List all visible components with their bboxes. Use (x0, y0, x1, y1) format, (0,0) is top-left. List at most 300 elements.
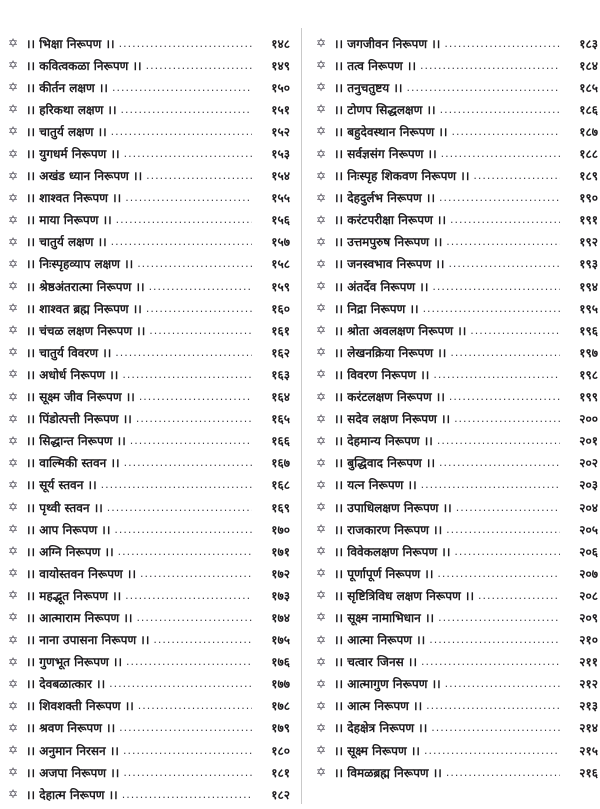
dot-leader (123, 766, 252, 779)
page-number: १७८ (271, 699, 290, 714)
toc-entry (6, 496, 290, 518)
dot-leader (119, 37, 252, 50)
page-number: १६० (271, 301, 290, 316)
dot-leader (111, 235, 252, 248)
page-number: २११ (579, 655, 598, 670)
page-number: १८६ (579, 102, 598, 117)
page-number: २०३ (579, 478, 598, 493)
page-number: १५६ (271, 213, 290, 228)
star-icon: ✡ (315, 720, 327, 735)
page-number: १५५ (271, 191, 290, 206)
page-number: १९१ (579, 213, 598, 228)
toc-entry (314, 231, 598, 253)
page-number: १५१ (271, 102, 290, 117)
dot-leader (153, 633, 252, 646)
page-number: १४९ (271, 58, 290, 73)
star-icon: ✡ (315, 433, 327, 448)
dot-leader (437, 434, 560, 447)
star-icon: ✡ (7, 477, 19, 492)
entry-title: ।। हरिकथा लक्षण ।। (26, 102, 117, 117)
star-icon: ✡ (315, 234, 327, 249)
entry-title: ।। सर्वज्ञसंग निरूपण ।। (334, 147, 437, 162)
dot-leader (146, 169, 252, 182)
dot-leader (125, 589, 252, 602)
toc-entry (314, 142, 598, 164)
dot-leader (116, 213, 252, 226)
dot-leader (423, 302, 560, 315)
star-icon: ✡ (7, 190, 19, 205)
page-number: १६४ (271, 390, 290, 405)
entry-title: ।। पृथ्वी स्तवन ।। (26, 500, 103, 515)
star-icon: ✡ (7, 765, 19, 780)
page-number: २०४ (579, 500, 598, 515)
dot-leader (446, 523, 560, 536)
toc-entry (6, 783, 290, 805)
entry-title: ।। जगजीवन निरूपण ।। (334, 36, 441, 51)
entry-title: ।। कवित्वकळा निरूपण ।। (26, 58, 142, 73)
entry-title: ।। सूर्य स्तवन ।। (26, 478, 97, 493)
star-icon: ✡ (7, 544, 19, 559)
toc-entry (6, 629, 290, 651)
page-number: २०८ (579, 588, 598, 603)
entry-title: ।। आत्मागुण निरूपण ।। (334, 677, 441, 692)
entry-title: ।। सूक्ष्म निरूपण ।। (334, 743, 420, 758)
toc-entry (6, 430, 290, 452)
dot-leader (444, 37, 560, 50)
dot-leader (421, 478, 560, 491)
page-number: १९४ (579, 279, 598, 294)
star-icon: ✡ (315, 323, 327, 338)
toc-entry (6, 518, 290, 540)
toc-entry (6, 651, 290, 673)
star-icon: ✡ (7, 36, 19, 51)
page-number: १५४ (271, 169, 290, 184)
star-icon: ✡ (315, 146, 327, 161)
page-number: १७२ (271, 566, 290, 581)
star-icon: ✡ (315, 124, 327, 139)
entry-title: ।। अखंड ध्यान निरूपण ।। (26, 169, 143, 184)
star-icon: ✡ (315, 566, 327, 581)
page-number: १८५ (579, 80, 598, 95)
star-icon: ✡ (7, 433, 19, 448)
star-icon: ✡ (315, 632, 327, 647)
page-number: १६८ (271, 478, 290, 493)
page-number: १७६ (271, 655, 290, 670)
dot-leader (473, 169, 560, 182)
toc-entry (314, 584, 598, 606)
entry-title: ।। अंतर्देव निरूपण ।। (334, 279, 429, 294)
toc-entry (314, 695, 598, 717)
toc-entry (314, 297, 598, 319)
toc-entry (314, 76, 598, 98)
star-icon: ✡ (315, 80, 327, 95)
star-icon: ✡ (315, 301, 327, 316)
toc-entry (314, 452, 598, 474)
page-number: १७४ (271, 610, 290, 625)
entry-title: ।। माया निरूपण ।। (26, 213, 112, 228)
page-number: १९३ (579, 257, 598, 272)
star-icon: ✡ (7, 522, 19, 537)
star-icon: ✡ (315, 168, 327, 183)
star-icon: ✡ (315, 212, 327, 227)
star-icon: ✡ (7, 500, 19, 515)
page-number: २१४ (579, 721, 598, 736)
toc-entry (314, 363, 598, 385)
page-number: १५० (271, 80, 290, 95)
toc-entry (314, 165, 598, 187)
entry-title: ।। तनुचतुष्टय ।। (334, 80, 403, 95)
toc-entry (6, 341, 290, 363)
page-number: १४८ (271, 36, 290, 51)
toc-entry (6, 231, 290, 253)
star-icon: ✡ (315, 279, 327, 294)
page-number: १९६ (579, 323, 598, 338)
star-icon: ✡ (315, 367, 327, 382)
toc-entry (6, 606, 290, 628)
dot-leader (449, 390, 560, 403)
page-number: १९८ (579, 367, 598, 382)
column-divider (301, 28, 302, 804)
dot-leader (448, 257, 560, 270)
dot-leader (107, 501, 252, 514)
dot-leader (450, 346, 560, 359)
star-icon: ✡ (7, 610, 19, 625)
entry-title: ।। देवबळात्कार ।। (26, 677, 106, 692)
toc-entry (6, 452, 290, 474)
entry-title: ।। आत्मा निरूपण ।। (334, 633, 426, 648)
page-number: १६७ (271, 456, 290, 471)
dot-leader (137, 257, 252, 270)
entry-title: ।। अग्नि निरूपण ।। (26, 544, 114, 559)
entry-title: ।। देहात्म निरूपण ।। (26, 787, 118, 802)
entry-title: ।। राजकारण निरूपण ।। (334, 522, 443, 537)
entry-title: ।। भिक्षा निरूपण ।। (26, 36, 115, 51)
star-icon: ✡ (7, 676, 19, 691)
right-column (314, 32, 598, 783)
page-number: १५७ (271, 235, 290, 250)
page-number: १६३ (271, 367, 290, 382)
page-number: १७० (271, 522, 290, 537)
entry-title: ।। देहक्षेत्र निरूपण ।। (334, 721, 428, 736)
page-number: २०९ (579, 610, 598, 625)
star-icon: ✡ (7, 720, 19, 735)
entry-title: ।। आप निरूपण ।। (26, 522, 111, 537)
toc-entry (6, 386, 290, 408)
dot-leader (439, 456, 560, 469)
dot-leader (478, 589, 560, 602)
dot-leader (438, 611, 560, 624)
toc-entry (6, 165, 290, 187)
dot-leader (470, 324, 560, 337)
toc-entry (6, 209, 290, 231)
toc-entry (314, 430, 598, 452)
page-number: २१२ (579, 677, 598, 692)
entry-title: ।। करंटलक्षण निरूपण ।। (334, 390, 445, 405)
page-number: २१५ (579, 743, 598, 758)
toc-entry (6, 363, 290, 385)
toc-entry (6, 142, 290, 164)
page-number: १८२ (271, 787, 290, 802)
toc-entry (314, 518, 598, 540)
page-number: १६१ (271, 323, 290, 338)
dot-leader (111, 125, 252, 138)
dot-leader (136, 611, 252, 624)
entry-title: ।। बुद्धिवाद निरूपण ।। (334, 456, 436, 471)
entry-title: ।। चातुर्य विवरण ।। (26, 345, 112, 360)
star-icon: ✡ (7, 279, 19, 294)
star-icon: ✡ (7, 566, 19, 581)
toc-entry (314, 98, 598, 120)
star-icon: ✡ (7, 234, 19, 249)
star-icon: ✡ (315, 345, 327, 360)
dot-leader (139, 390, 252, 403)
toc-entry (314, 562, 598, 584)
toc-entry (6, 275, 290, 297)
page-number: १७१ (271, 544, 290, 559)
entry-title: ।। लेखनक्रिया निरूपण ।। (334, 345, 447, 360)
star-icon: ✡ (7, 168, 19, 183)
page-number: १५९ (271, 279, 290, 294)
toc-entry (314, 341, 598, 363)
entry-title: ।। तत्व निरूपण ।। (334, 58, 417, 73)
entry-title: ।। यत्न निरूपण ।। (334, 478, 417, 493)
dot-leader (451, 125, 560, 138)
toc-entry (314, 54, 598, 76)
entry-title: ।। विवरण निरूपण ।। (334, 367, 430, 382)
entry-title: ।। सूक्ष्म जीव निरूपण ।। (26, 390, 135, 405)
entry-title: ।। वाल्मिकी स्तवन ।। (26, 456, 120, 471)
toc-entry (314, 187, 598, 209)
page-number: १६६ (271, 434, 290, 449)
dot-leader (440, 103, 560, 116)
star-icon: ✡ (315, 256, 327, 271)
star-icon: ✡ (7, 588, 19, 603)
dot-leader (456, 501, 560, 514)
page-number: १८७ (579, 124, 598, 139)
entry-title: ।। उपाधिलक्षण निरूपण ।। (334, 500, 452, 515)
entry-title: ।। सिद्धान्त निरूपण ।। (26, 434, 126, 449)
dot-leader (126, 655, 252, 668)
toc-entry (314, 32, 598, 54)
entry-title: ।। विवेकलक्षण निरूपण ।। (334, 544, 451, 559)
entry-title: ।। चातुर्य लक्षण ।। (26, 235, 107, 250)
star-icon: ✡ (7, 345, 19, 360)
dot-leader (450, 213, 560, 226)
dot-leader (140, 567, 252, 580)
toc-entry (6, 584, 290, 606)
star-icon: ✡ (315, 743, 327, 758)
entry-title: ।। श्रवण निरूपण ।। (26, 721, 116, 736)
entry-title: ।। जनस्वभाव निरूपण ।। (334, 257, 445, 272)
toc-entry (314, 408, 598, 430)
star-icon: ✡ (7, 411, 19, 426)
entry-title: ।। अनुमान निरसन ।। (26, 743, 119, 758)
entry-title: ।। चातुर्य लक्षण ।। (26, 124, 107, 139)
entry-title: ।। कीर्तन लक्षण ।। (26, 80, 108, 95)
star-icon: ✡ (7, 654, 19, 669)
toc-entry (6, 695, 290, 717)
entry-title: ।। निद्रा निरूपण ।। (334, 301, 419, 316)
star-icon: ✡ (315, 654, 327, 669)
toc-entry (6, 761, 290, 783)
dot-leader (424, 744, 560, 757)
entry-title: ।। निःस्पृह शिकवण निरूपण ।। (334, 169, 470, 184)
page-number: १७७ (271, 677, 290, 692)
toc-entry (314, 474, 598, 496)
entry-title: ।। टोणप सिद्धलक्षण ।। (334, 102, 436, 117)
page-number: १९९ (579, 390, 598, 405)
page-number: १८९ (579, 169, 598, 184)
toc-entry (6, 187, 290, 209)
dot-leader (136, 412, 252, 425)
dot-leader (118, 545, 252, 558)
star-icon: ✡ (7, 632, 19, 647)
star-icon: ✡ (315, 190, 327, 205)
star-icon: ✡ (315, 676, 327, 691)
toc-entry (314, 761, 598, 783)
star-icon: ✡ (315, 698, 327, 713)
dot-leader (123, 744, 252, 757)
page-number: १८० (271, 743, 290, 758)
entry-title: ।। शाश्वत निरूपण ।। (26, 191, 122, 206)
page-number: १८८ (579, 147, 598, 162)
dot-leader (420, 59, 560, 72)
page-number: १८१ (271, 765, 290, 780)
toc-entry (6, 319, 290, 341)
entry-title: ।। निःस्पृहव्याप लक्षण ।। (26, 257, 134, 272)
dot-leader (441, 147, 560, 160)
toc-entry (314, 209, 598, 231)
page-number: २०१ (579, 434, 598, 449)
dot-leader (109, 677, 252, 690)
entry-title: ।। अजपा निरूपण ।। (26, 765, 120, 780)
dot-leader (429, 633, 560, 646)
dot-leader (121, 103, 252, 116)
star-icon: ✡ (7, 58, 19, 73)
toc-entry (314, 606, 598, 628)
star-icon: ✡ (7, 146, 19, 161)
toc-entry (6, 76, 290, 98)
dot-leader (122, 788, 252, 801)
dot-leader (115, 346, 252, 359)
dot-leader (130, 434, 252, 447)
entry-title: ।। उत्तमपुरुष निरूपण ।। (334, 235, 443, 250)
star-icon: ✡ (315, 610, 327, 625)
page-number: १५३ (271, 147, 290, 162)
star-icon: ✡ (315, 389, 327, 404)
entry-title: ।। देहमान्य निरूपण ।। (334, 434, 433, 449)
toc-entry (6, 673, 290, 695)
entry-title: ।। शाश्वत ब्रह्म निरूपण ।। (26, 301, 142, 316)
toc-entry (314, 496, 598, 518)
toc-entry (314, 717, 598, 739)
entry-title: ।। आत्म निरूपण ।। (334, 699, 423, 714)
star-icon: ✡ (315, 455, 327, 470)
dot-leader (445, 677, 560, 690)
entry-title: ।। सृष्टित्रिविध लक्षण निरूपण ।। (334, 588, 475, 603)
star-icon: ✡ (7, 124, 19, 139)
entry-title: ।। गुणभूत निरूपण ।। (26, 655, 123, 670)
toc-entry (314, 319, 598, 341)
dot-leader (149, 324, 252, 337)
page-number: १९२ (579, 235, 598, 250)
toc-entry (6, 408, 290, 430)
page-number: १९० (579, 191, 598, 206)
toc-entry (314, 673, 598, 695)
toc-entry (314, 275, 598, 297)
star-icon: ✡ (7, 323, 19, 338)
entry-title: ।। वायोस्तवन निरूपण ।। (26, 566, 136, 581)
star-icon: ✡ (7, 455, 19, 470)
star-icon: ✡ (315, 500, 327, 515)
star-icon: ✡ (315, 522, 327, 537)
star-icon: ✡ (7, 102, 19, 117)
dot-leader (421, 655, 560, 668)
toc-entry (6, 717, 290, 739)
star-icon: ✡ (7, 256, 19, 271)
entry-title: ।। करंटपरीक्षा निरूपण ।। (334, 213, 447, 228)
toc-entry (6, 120, 290, 142)
toc-entry (314, 739, 598, 761)
entry-title: ।। देहदुर्लभ निरूपण ।। (334, 191, 435, 206)
toc-entry (314, 386, 598, 408)
toc-entry (6, 562, 290, 584)
entry-title: ।। चत्वार जिनस ।। (334, 655, 417, 670)
page-number: २१६ (579, 765, 598, 780)
entry-title: ।। आत्माराम निरूपण ।। (26, 610, 133, 625)
page-number: २०० (579, 412, 598, 427)
page-number: १५२ (271, 124, 290, 139)
entry-title: ।। नाना उपासना निरूपण ।। (26, 633, 150, 648)
page-number: १६९ (271, 500, 290, 515)
toc-entry (6, 98, 290, 120)
dot-leader (426, 699, 560, 712)
star-icon: ✡ (315, 102, 327, 117)
entry-title: ।। श्रेष्ठअंतरात्मा निरूपण ।। (26, 279, 145, 294)
dot-leader (432, 280, 560, 293)
dot-leader (138, 699, 252, 712)
star-icon: ✡ (7, 743, 19, 758)
star-icon: ✡ (315, 477, 327, 492)
dot-leader (114, 523, 252, 536)
dot-leader (146, 59, 252, 72)
star-icon: ✡ (7, 367, 19, 382)
dot-leader (122, 368, 252, 381)
page-number: २०५ (579, 522, 598, 537)
star-icon: ✡ (7, 787, 19, 802)
toc-entry (314, 540, 598, 562)
entry-title: ।। विमळब्रह्म निरूपण ।। (334, 765, 442, 780)
toc-entry (6, 739, 290, 761)
star-icon: ✡ (315, 411, 327, 426)
toc-entry (6, 540, 290, 562)
entry-title: ।। चंचळ लक्षण निरूपण ।। (26, 323, 146, 338)
page-number: १७३ (271, 588, 290, 603)
entry-title: ।। महद्भूत निरूपण ।। (26, 588, 122, 603)
dot-leader (437, 567, 560, 580)
toc-entry (314, 629, 598, 651)
dot-leader (101, 478, 252, 491)
dot-leader (149, 280, 252, 293)
page-number: १८४ (579, 58, 598, 73)
entry-title: ।। श्रोता अवलक्षण निरूपण ।। (334, 323, 467, 338)
dot-leader (119, 721, 252, 734)
dot-leader (124, 456, 252, 469)
toc-entry (314, 651, 598, 673)
page-number: १९५ (579, 301, 598, 316)
entry-title: ।। पूर्णापूर्ण निरूपण ।। (334, 566, 434, 581)
star-icon: ✡ (7, 389, 19, 404)
